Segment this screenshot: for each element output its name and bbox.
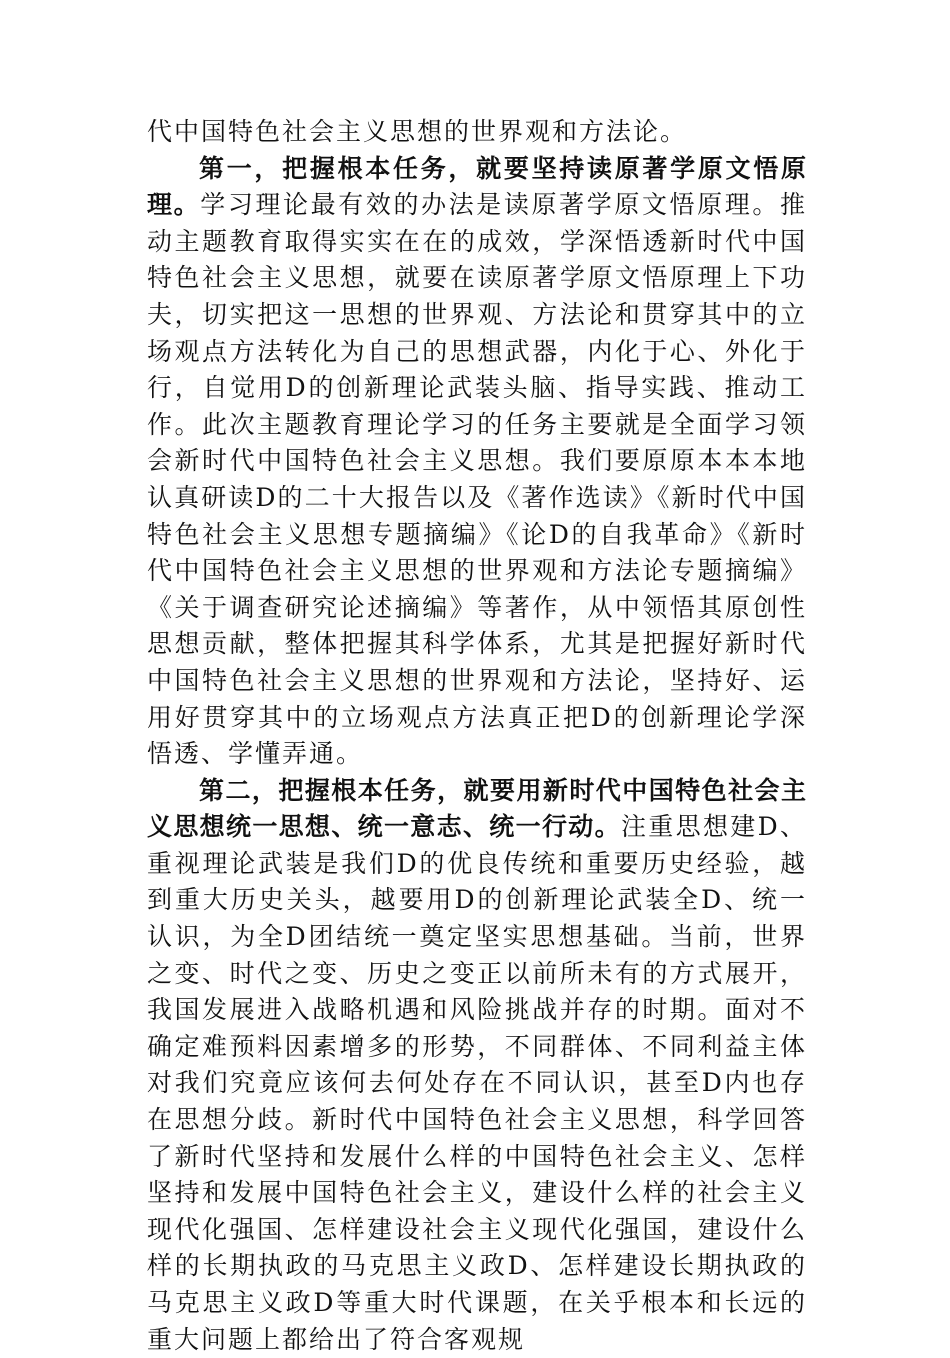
paragraph-text: 注重思想建D、重视理论武装是我们D的优良传统和重要历史经验，越到重大历史关头，越要用D的创新理论武装全D、统一认识，为全D团结统一奠定坚实思想基础。当前，世界之变、时代之变、历史之变正以前所未有的方式展开，我国发展进入战略机遇和风险挑战并存的时期。面对不确定难预料因素增多的形势，不同群体、不同利益主体对我们究竟应该何去何处存在不同认识，甚至D内也存在思想分歧。新时代中国特色社会主义思想，科学回答了新时代坚持和发展什么样的中国特色社会主义、怎样坚持和发展中国特色社会主义，建设什么样的社会主义现代化强国、怎样建设社会主义现代化强国，建设什么样的长期执政的马克思主义政D、怎样建设长期执政的马克思主义政D等重大时代课题，在关乎根本和长远的重大问题上都给出了符合客观规 [147, 812, 807, 1354]
document-body [147, 114, 807, 1358]
paragraph-first-point [147, 151, 807, 773]
paragraph-continuation [147, 114, 807, 151]
paragraph-second-point [147, 773, 807, 1358]
paragraph-lead: 第一，把握根本任务，就要坚持读原著学原文悟原理。 [147, 153, 807, 220]
paragraph-text: 代中国特色社会主义思想的世界观和方法论。 [147, 117, 688, 146]
paragraph-lead: 第二，把握根本任务，就要用新时代中国特色社会主义思想统一思想、统一意志、统一行动。 [147, 775, 807, 842]
paragraph-text: 学习理论最有效的办法是读原著学原文悟原理。推动主题教育取得实实在在的成效，学深悟透新时代中国特色社会主义思想，就要在读原著学原文悟原理上下功夫，切实把这一思想的世界观、方法论和贯穿其中的立场观点方法转化为自己的思想武器，内化于心、外化于行，自觉用D的创新理论武装头脑、指导实践、推动工作。此次主题教育理论学习的任务主要就是全面学习领会新时代中国特色社会主义思想。我们要原原本本本地认真研读D的二十大报告以及《著作选读》《新时代中国特色社会主义思想专题摘编》《论D的自我革命》《新时代中国特色社会主义思想的世界观和方法论专题摘编》《关于调查研究论述摘编》等著作，从中领悟其原创性思想贡献，整体把握其科学体系，尤其是把握好新时代中国特色社会主义思想的世界观和方法论，坚持好、运用好贯穿其中的立场观点方法真正把D的创新理论学深悟透、学懂弄通。 [147, 190, 807, 769]
